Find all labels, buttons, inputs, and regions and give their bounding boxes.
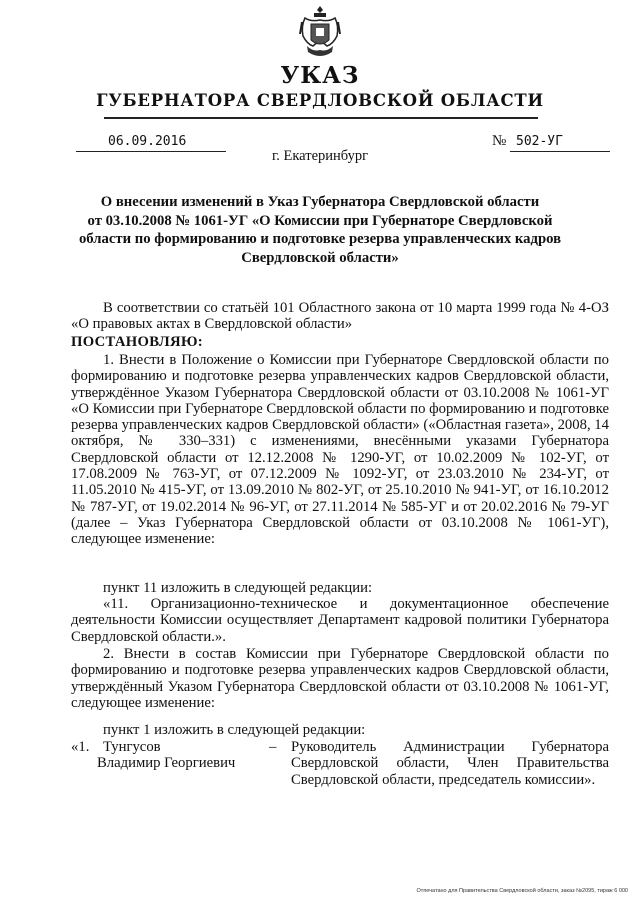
number-sign: № [492, 133, 507, 149]
print-note: Отпечатано для Правительства Свердловской области, заказ №2095, тираж 6 000 [416, 888, 628, 894]
heading-line: от 03.10.2008 № 1061-УГ «О Комиссии при Губернаторе Свердловской [87, 212, 553, 229]
paragraph-1-subclause: пункт 11 изложить в следующей редакции: [103, 580, 373, 596]
header-divider [104, 117, 538, 119]
coat-of-arms-icon [299, 4, 341, 60]
member-surname: Тунгусов [103, 739, 161, 755]
paragraph-2-subclause: пункт 1 изложить в следующей редакции: [103, 722, 366, 738]
member-role: Руководитель Администрации Губернатора Свердловской области, Член Правительства Свердловской области, председатель комиссии». [291, 739, 609, 788]
decree-date: 06.09.2016 [108, 134, 187, 149]
heading-line: О внесении изменений в Указ Губернатора Свердловской области [100, 194, 540, 210]
decree-number: 502-УГ [516, 134, 563, 149]
decree-word: ПОСТАНОВЛЯЮ: [71, 334, 203, 350]
member-dash: – [269, 739, 277, 755]
member-number: «1. [71, 739, 90, 755]
document-type-title: УКАЗ [280, 62, 360, 89]
city: г. Екатеринбург [271, 148, 369, 164]
decree-heading [72, 193, 568, 267]
paragraph-1: 1. Внести в Положение о Комиссии при Губернаторе Свердловской области по формированию и подготовке резерва управленческих кадров Свердловской области, утверждённое Указом Губернатора Свердловской области от 03.10.2008 № 1061-УГ «О Комиссии при Губернаторе Свердловской области по формированию и подготовке резерва управленческих кадров Свердловской области» («Областная газета», 2008, 14 октября, № 330–331) с изменениями, внесёнными указами Губернатора Свердловской области от 12.12.2008 № 1290-УГ, от 10.02.2009 № 102-УГ, от 17.08.2009 № 763-УГ, от 07.12.2009 № 1092-УГ, от 23.03.2010 № 234-УГ, от 11.05.2010 № 415-УГ, от 13.09.2010 № 802-УГ, от 25.10.2010 № 941-УГ, от 16.10.2012 № 787-УГ, от 19.02.2014 № 96-УГ, от 27.11.2014 № 585-УГ и от 20.02.2016 № 79-УГ (далее – Указ Губернатора Свердловской области от 03.10.2008 № 1061-УГ), следующее изменение: [71, 352, 609, 548]
paragraph-1-quote: «11. Организационно-техническое и документационное обеспечение деятельности Комиссии осуществляет Департамент кадровой политики Губернатора Свердловской области.». [71, 596, 609, 645]
paragraph-2: 2. Внести в состав Комиссии при Губернаторе Свердловской области по формированию и подготовке резерва управленческих кадров Свердловской области, утверждённый Указом Губернатора Свердловской области от 03.10.2008 № 1061-УГ, следующее изменение: [71, 646, 609, 711]
issuer-title: ГУБЕРНАТОРА СВЕРДЛОВСКОЙ ОБЛАСТИ [96, 91, 544, 110]
heading-line: области по формированию и подготовке резерва управленческих кадров [78, 231, 562, 248]
preamble-paragraph: В соответствии со статьёй 101 Областного закона от 10 марта 1999 года № 4-ОЗ «О правовых актах в Свердловской области» [71, 300, 609, 333]
member-given-names: Владимир Георгиевич [97, 755, 236, 771]
heading-line: Свердловской области» [241, 249, 399, 266]
